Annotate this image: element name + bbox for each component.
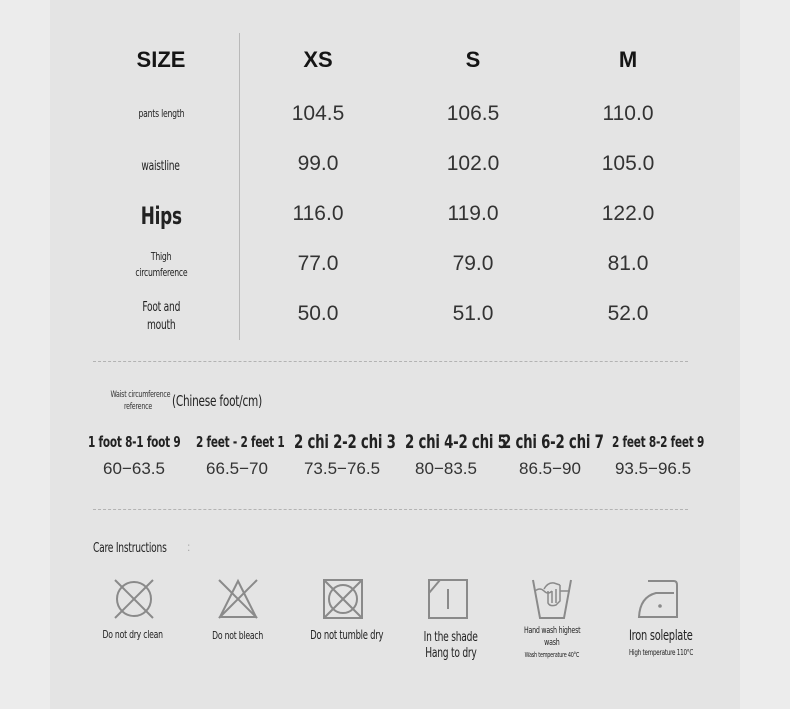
cm-range: 93.5−96.5 — [614, 459, 692, 478]
table-vertical-divider — [239, 33, 240, 340]
care-title: Care Instructions — [93, 541, 167, 556]
care-label: Do not tumble dry — [310, 628, 384, 642]
care-label: Do not dry clean — [102, 628, 164, 641]
chinese-range: 1 foot 8-1 foot 9 — [88, 433, 181, 451]
row-label-pants-length: pants length — [138, 107, 184, 120]
table-cell: 102.0 — [446, 152, 500, 175]
cm-range: 73.5−76.5 — [303, 459, 381, 478]
waist-reference-title: Waist circumference reference — [110, 390, 171, 412]
size-header-xs: XS — [303, 47, 333, 72]
table-cell: 50.0 — [297, 302, 339, 325]
care-label: In the shade Hang to dry — [424, 630, 478, 661]
hand-wash-icon — [530, 577, 574, 621]
size-header-label: SIZE — [136, 47, 186, 72]
iron-icon — [636, 577, 680, 621]
table-cell: 122.0 — [601, 202, 655, 225]
table-cell: 79.0 — [452, 252, 494, 275]
table-cell: 52.0 — [607, 302, 649, 325]
cm-range: 86.5−90 — [519, 459, 581, 478]
row-label-hips: Hips — [140, 202, 182, 230]
no-bleach-icon — [216, 577, 260, 621]
no-dry-clean-icon — [112, 577, 156, 621]
shade-dry-icon — [426, 577, 470, 621]
chinese-range: 2 feet 8-2 feet 9 — [612, 433, 705, 451]
table-cell: 99.0 — [297, 152, 339, 175]
chinese-range: 2 chi 6-2 chi 7 — [502, 431, 604, 453]
care-label: Do not bleach — [212, 629, 264, 642]
dashed-divider — [93, 509, 688, 510]
waist-reference-unit: (Chinese foot/cm) — [172, 392, 262, 410]
table-cell: 116.0 — [292, 202, 344, 225]
care-colon: : — [187, 540, 191, 554]
size-header-m: M — [618, 47, 638, 72]
table-cell: 110.0 — [602, 102, 654, 125]
table-cell: 105.0 — [601, 152, 655, 175]
no-tumble-dry-icon — [321, 577, 365, 621]
chinese-range: 2 chi 4-2 chi 5 — [405, 431, 507, 453]
chinese-range: 2 chi 2-2 chi 3 — [294, 431, 396, 453]
care-label: Iron soleplate High temperature 110°C — [628, 628, 694, 657]
table-cell: 104.5 — [291, 102, 345, 125]
table-cell: 81.0 — [607, 252, 649, 275]
row-label-waistline: waistline — [141, 159, 181, 174]
table-cell: 77.0 — [297, 252, 339, 275]
cm-range: 60−63.5 — [103, 459, 165, 478]
table-cell: 51.0 — [452, 302, 494, 325]
row-label-thigh: Thigh circumference — [134, 250, 188, 279]
table-cell: 119.0 — [447, 202, 499, 225]
cm-range: 66.5−70 — [206, 459, 268, 478]
care-label: Hand wash highest wash Wash temperature 40°C — [523, 626, 581, 659]
chinese-range: 2 feet - 2 feet 1 — [196, 433, 285, 451]
cm-range: 80−83.5 — [415, 459, 477, 478]
table-cell: 106.5 — [446, 102, 500, 125]
row-label-foot-mouth: Foot and mouth — [142, 300, 180, 333]
size-header-s: S — [465, 47, 481, 72]
dashed-divider — [93, 361, 688, 362]
